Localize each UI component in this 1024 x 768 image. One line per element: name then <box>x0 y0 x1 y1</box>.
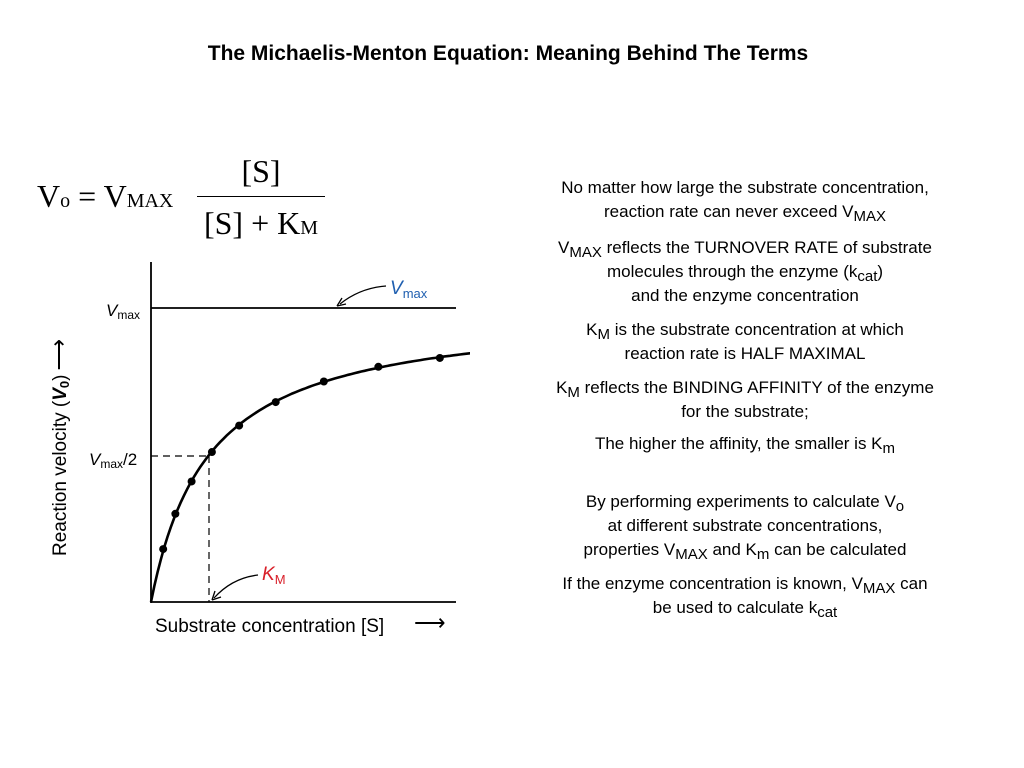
data-point-9 <box>436 354 444 362</box>
vmax-annotation-arrowhead <box>337 298 346 306</box>
data-points <box>159 345 470 553</box>
data-point-6 <box>272 398 280 406</box>
vo-symbol: V <box>37 178 61 214</box>
denominator-main: [S] + K <box>203 205 301 241</box>
note-experiments: By performing experiments to calculate $V_o$ at different substrate concentrations, properties $V_{MAX}$ and $K_m$ can be calculated <box>583 492 907 563</box>
data-point-4 <box>208 448 216 456</box>
note-kcat: If the enzyme concentration is known, $V_{MAX}$ can be used to calculate $k_{cat}$ <box>562 574 928 621</box>
vmax-subscript: MAX <box>126 190 174 212</box>
note-vmax-limit: No matter how large the substrate concentration, reaction rate can never exceed $V_{MAX}$ <box>561 178 929 225</box>
km-annotation-arrow <box>214 575 258 598</box>
page-title: The Michaelis-Menton Equation: Meaning Behind The Terms <box>207 42 809 65</box>
vmax-annotation-arrow <box>340 286 386 304</box>
data-point-8 <box>374 363 382 371</box>
vmax-half-tick-label: Vmax/2 <box>89 450 138 471</box>
vo-subscript: o <box>60 190 71 212</box>
note-km-half-maximal: $K_M$ is the substrate concentration at which reaction rate is HALF MAXIMAL <box>586 320 904 363</box>
y-axis-label: Reaction velocity (V0)⟶ <box>46 338 72 556</box>
vmax-annotation: $V_{max}$ <box>390 278 428 301</box>
data-point-2 <box>171 510 179 518</box>
x-axis-label: Substrate concentration [S] <box>155 616 385 637</box>
vmax-symbol: V <box>103 178 127 214</box>
saturation-curve <box>151 346 470 602</box>
michaelis-menten-graph <box>0 0 470 660</box>
equals-sign: = <box>78 178 97 214</box>
note-turnover-rate: $V_{MAX}$ reflects the TURNOVER RATE of substrate molecules through the enzyme $(k_{cat})$ and the enzyme concentration <box>558 238 932 305</box>
equation-numerator: [S] <box>241 153 281 189</box>
data-point-3 <box>188 477 196 485</box>
note-binding-affinity: $K_M$ reflects the BINDING AFFINITY of the enzyme for the substrate; <box>556 378 934 421</box>
km-subscript: M <box>300 217 319 239</box>
data-point-7 <box>320 378 328 386</box>
km-annotation: $K_M$ <box>262 564 286 587</box>
explanation-notes <box>516 176 974 620</box>
data-point-5 <box>235 422 243 430</box>
x-axis-arrow: ⟶ <box>414 610 446 635</box>
data-point-1 <box>159 545 167 553</box>
vmax-tick-label: Vmax <box>106 301 141 322</box>
note-higher-affinity: The higher the affinity, the smaller is $K_m$ <box>594 434 896 457</box>
